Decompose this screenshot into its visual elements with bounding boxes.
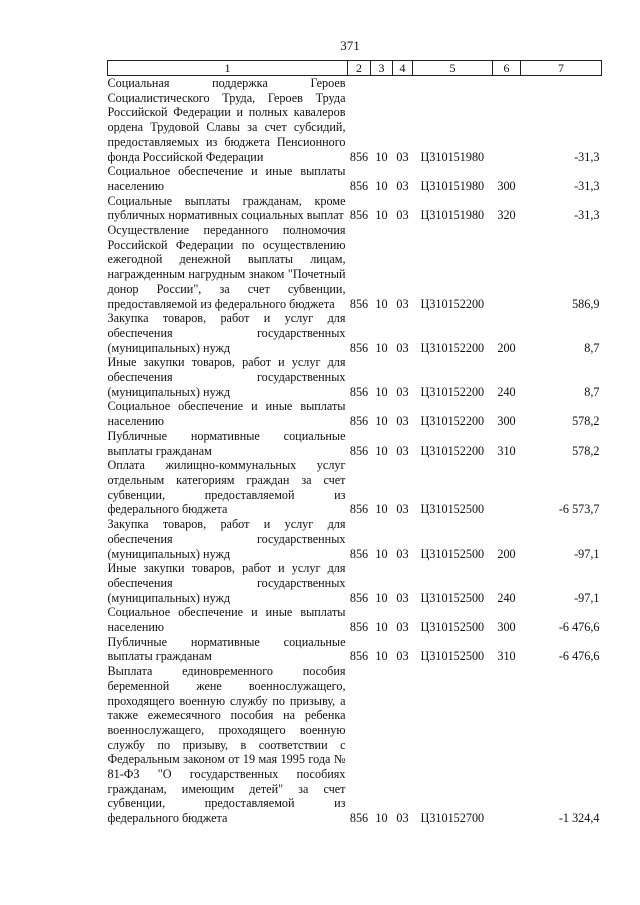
header-col-4: 4 (393, 61, 413, 76)
table-row (108, 355, 602, 399)
row-col-6 (493, 664, 521, 826)
row-col-5: Ц310151980 (420, 178, 485, 193)
row-amount: -31,3 (574, 208, 600, 223)
row-col-6: 240 (497, 384, 516, 399)
row-col-6: 300 (497, 178, 516, 193)
row-col-2: 856 (349, 340, 369, 355)
row-col-5: Ц310152200 (420, 384, 485, 399)
row-col-2: 856 (349, 649, 369, 664)
table-row (108, 164, 602, 193)
row-amount: 586,9 (572, 296, 600, 311)
row-col-2: 856 (349, 590, 369, 605)
row-col-6: 320 (497, 208, 516, 223)
row-col-4: 03 (396, 546, 409, 561)
row-amount: -31,3 (574, 149, 600, 164)
row-col-5: Ц310152200 (420, 443, 485, 458)
table-row (108, 605, 602, 634)
header-col-1: 1 (108, 61, 348, 76)
row-col-5: Ц310152500 (420, 590, 485, 605)
row-col-3: 10 (375, 149, 388, 164)
row-amount: -97,1 (574, 590, 600, 605)
row-amount: 578,2 (572, 443, 600, 458)
row-col-5: Ц310151980 (420, 149, 485, 164)
table-row (108, 561, 602, 605)
budget-table (107, 60, 602, 826)
row-amount: -6 476,6 (558, 649, 600, 664)
row-col-5: Ц310152700 (420, 811, 485, 826)
row-col-4: 03 (396, 443, 409, 458)
row-description: Осуществление переданного полномочия Российской Федерации по осуществлению ежегодной денежной выплаты лицам, награжденным нагрудным знаком "Почетный донор России", за счет субвенции, предоставляемой из федерального бюджета (107, 223, 346, 311)
row-col-2: 856 (349, 502, 369, 517)
row-col-4: 03 (396, 178, 409, 193)
header-col-2: 2 (348, 61, 371, 76)
row-col-6: 300 (497, 620, 516, 635)
row-col-6 (493, 458, 521, 517)
row-col-2: 856 (349, 384, 369, 399)
row-amount: -31,3 (574, 178, 600, 193)
row-description: Иные закупки товаров, работ и услуг для обеспечения государственных (муниципальных) нужд (107, 355, 346, 399)
row-amount: 8,7 (584, 384, 600, 399)
row-col-4: 03 (396, 208, 409, 223)
row-description: Социальное обеспечение и иные выплаты населению (107, 164, 346, 193)
row-col-6: 300 (497, 414, 516, 429)
row-col-5: Ц310152200 (420, 340, 485, 355)
table-row (108, 311, 602, 355)
row-col-2: 856 (349, 208, 369, 223)
row-col-5: Ц310152500 (420, 620, 485, 635)
row-col-6: 310 (497, 649, 516, 664)
row-col-4: 03 (396, 502, 409, 517)
row-amount: -6 573,7 (558, 502, 600, 517)
row-amount: 578,2 (572, 414, 600, 429)
row-col-5: Ц310152500 (420, 649, 485, 664)
row-description: Оплата жилищно-коммунальных услуг отдельным категориям граждан за счет субвенции, предоставляемой из федерального бюджета (107, 458, 346, 517)
row-description: Закупка товаров, работ и услуг для обеспечения государственных (муниципальных) нужд (107, 517, 346, 561)
row-col-6 (493, 76, 521, 165)
row-col-4: 03 (396, 340, 409, 355)
page-number: 371 (340, 38, 360, 53)
row-description: Социальное обеспечение и иные выплаты населению (107, 399, 346, 429)
row-col-3: 10 (375, 340, 388, 355)
row-col-2: 856 (349, 811, 369, 826)
row-col-4: 03 (396, 149, 409, 164)
table-row (108, 223, 602, 311)
row-col-5: Ц310152200 (420, 296, 485, 311)
header-row (108, 61, 602, 76)
table-row (108, 194, 602, 223)
table-row (108, 399, 602, 428)
row-col-3: 10 (375, 208, 388, 223)
row-col-3: 10 (375, 811, 388, 826)
table-row (108, 664, 602, 826)
row-description: Публичные нормативные социальные выплаты гражданам (107, 428, 346, 458)
row-amount: -6 476,6 (558, 620, 600, 635)
header-col-5: 5 (413, 61, 493, 76)
row-col-6: 310 (497, 443, 516, 458)
row-col-4: 03 (396, 620, 409, 635)
table-row (108, 458, 602, 517)
row-col-4: 03 (396, 414, 409, 429)
row-description: Публичные нормативные социальные выплаты гражданам (107, 634, 346, 664)
row-col-2: 856 (349, 149, 369, 164)
row-col-5: Ц310152500 (420, 546, 485, 561)
row-amount: -97,1 (574, 546, 600, 561)
row-col-4: 03 (396, 649, 409, 664)
row-col-3: 10 (375, 178, 388, 193)
row-col-2: 856 (349, 546, 369, 561)
header-col-6: 6 (493, 61, 521, 76)
row-col-2: 856 (349, 620, 369, 635)
row-col-3: 10 (375, 620, 388, 635)
row-col-2: 856 (349, 414, 369, 429)
row-col-3: 10 (375, 443, 388, 458)
row-col-5: Ц310152200 (420, 414, 485, 429)
row-col-2: 856 (349, 443, 369, 458)
row-col-2: 856 (349, 296, 369, 311)
row-col-3: 10 (375, 414, 388, 429)
row-col-4: 03 (396, 811, 409, 826)
row-amount: -1 324,4 (558, 811, 600, 826)
row-description: Социальная поддержка Героев Социалистического Труда, Героев Труда Российской Федерации и полных кавалеров ордена Трудовой Славы за счет субсидий, предоставляемых из бюджета Пенсионного фонда Российской Федерации (107, 76, 346, 164)
table-row (108, 517, 602, 561)
row-col-6: 240 (497, 590, 516, 605)
row-col-3: 10 (375, 384, 388, 399)
table-row (108, 635, 602, 664)
row-description: Выплата единовременного пособия беременной жене военнослужащего, проходящего военную службу по призыву, а также ежемесячного пособия на ребенка военнослужащего, проходящего военную службу по призыву, в соответствии с Федеральным законом от 19 мая 1995 года № 81-ФЗ "О государственных пособиях гражданам, имеющим детей" за счет субвенции, предоставляемой из федерального бюджета (107, 664, 346, 826)
row-col-6: 200 (497, 340, 516, 355)
row-col-4: 03 (396, 296, 409, 311)
row-col-3: 10 (375, 296, 388, 311)
row-col-4: 03 (396, 590, 409, 605)
row-amount: 8,7 (584, 340, 600, 355)
row-col-4: 03 (396, 384, 409, 399)
header-col-7: 7 (521, 61, 602, 76)
row-col-2: 856 (349, 178, 369, 193)
row-col-3: 10 (375, 590, 388, 605)
header-col-3: 3 (371, 61, 393, 76)
row-description: Закупка товаров, работ и услуг для обеспечения государственных (муниципальных) нужд (107, 311, 346, 355)
row-col-5: Ц310151980 (420, 208, 485, 223)
table-row (108, 429, 602, 458)
row-description: Социальные выплаты гражданам, кроме публичных нормативных социальных выплат (107, 193, 346, 223)
row-description: Иные закупки товаров, работ и услуг для обеспечения государственных (муниципальных) нужд (107, 561, 346, 605)
row-col-3: 10 (375, 649, 388, 664)
row-col-6 (493, 223, 521, 311)
table-row (108, 76, 602, 165)
row-description: Социальное обеспечение и иные выплаты населению (107, 605, 346, 635)
row-col-3: 10 (375, 502, 388, 517)
row-col-3: 10 (375, 546, 388, 561)
row-col-5: Ц310152500 (420, 502, 485, 517)
row-col-6: 200 (497, 546, 516, 561)
